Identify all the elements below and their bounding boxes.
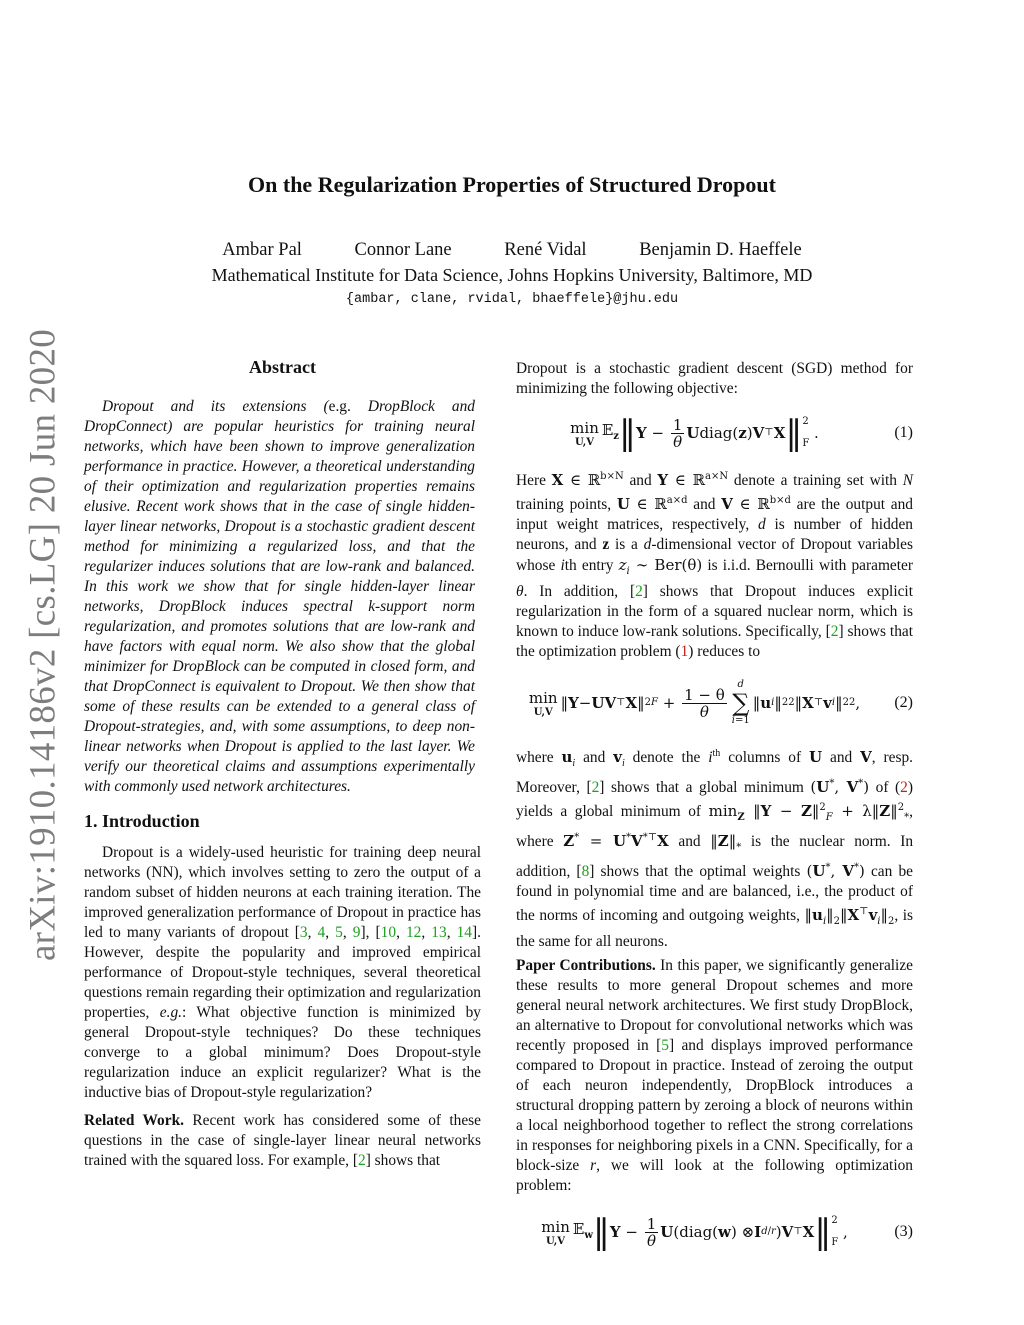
citation-link[interactable]: 5	[335, 924, 343, 941]
left-column	[84, 357, 481, 1171]
citation-link[interactable]: 8	[581, 863, 590, 881]
citation-link[interactable]: 2	[635, 583, 643, 600]
equation-number: (3)	[894, 1223, 913, 1241]
author-list	[0, 240, 1024, 261]
setup-paragraph: Here X ∈ ℝ$^{b\times N}$ and Y ∈ ℝ$^{a\times N}$ denote a training set with N training points, U ∈ ℝ$^{a\times d}$ and V ∈ ℝ$^{b\times d}$ are the output and input weight matrices, respectively, d is number of hidden neurons, and z is a d-dimensional vector of Dropout variables whose ith entry $z_i$ ∼ Ber(θ) is i.i.d. Bernoulli with parameter θ. In addition, [2] shows that Dropout induces explicit regularization in the form of a squared nuclear norm, which is known to induce low-rank solutions. Specifically, [2] shows that the optimization problem (1) reduces to	[516, 471, 913, 660]
arxiv-id: arXiv:1910.14186v2 [cs.LG] 20 Jun 2020	[22, 328, 64, 962]
abstract-text: Dropout and its extensions (e.g. DropBlock and DropConnect) are popular heuristics for training neural networks, which have been shown to improve generalization performance in practice. However, a theoretical understanding of their optimization and regularization properties remains elusive. Recent work shows that in the case of single hidden-layer linear networks, Dropout is a stochastic gradient descent method for minimizing a regularized loss, and that the regularizer induces solutions that are low-rank and balanced. In this work we show that for single hidden-layer linear networks, DropBlock induces spectral k-support norm regularization, and promotes solutions that are low-rank and have factors with equal norm. We also show that the global minimizer for DropBlock can be computed in closed form, and that DropConnect is equivalent to Dropout. We then show that some of these results can be extended to a general class of Dropout-strategies, and, with some assumptions, to deep non-linear networks when Dropout is applied to the last layer. We verify our theoretical claims and assumptions experimentally with commonly used network architectures.	[84, 398, 475, 795]
citation-link[interactable]: 14	[456, 924, 472, 941]
citation-link[interactable]: 4	[317, 924, 326, 941]
section-heading-introduction: 1. Introduction	[84, 811, 200, 831]
citation-link[interactable]: 13	[431, 924, 447, 941]
equation-ref-link[interactable]: 2	[900, 779, 908, 797]
equation-number: (1)	[894, 424, 913, 441]
paper-title: On the Regularization Properties of Structured Dropout	[248, 172, 776, 197]
citation-link[interactable]: 3	[299, 924, 308, 941]
arxiv-sidebar-stamp	[20, 328, 66, 962]
right-column	[516, 359, 913, 1268]
equation-2: min U,V ‖ Y − UV ⊤ X ‖ 2 F + $\frac{1 - \theta}{\theta}$ d ∑ i=1 ‖ u i ‖ 2 2 ‖ X ⊤ v i ‖ 2 2 , (2)	[528, 679, 913, 726]
abstract-heading: Abstract	[249, 357, 316, 377]
citation-link[interactable]: 12	[405, 924, 422, 941]
citation-link[interactable]: 10	[380, 924, 397, 941]
equation-ref-link[interactable]: 1	[680, 643, 689, 660]
intro-paragraph: Dropout is a widely-used heuristic for training deep neural networks (NN), which involves setting to zero the output of a random subset of hidden neurons at each training iteration. The improved generalization performance of Dropout in practice has led to many variants of dropout [3, 4, 5, 9], [10, 12, 13, 14]. However, despite the popularity and improved empirical performance of Dropout-style techniques, several theoretical questions remain regarding their optimization and regularization properties, e.g.: What objective function is minimized by general Dropout-style techniques? Do these techniques converge to a global minimum? Does Dropout-style regularization induce an explicit regularizer? What is the inductive bias of Dropout-style regularization?	[84, 844, 481, 1101]
global-minimum-paragraph: where $u_i$ and $v_i$ denote the $i^{th}$ columns of U and V, resp. Moreover, [2] shows that a global minimum (U*, V*) of (2) yields a global minimum of $\min_Z$ ‖Y − Z‖$^2_F$ + λ‖Z‖$^2_*$, where Z* = U*V*⊤X and $‖Z‖_*$ is the nuclear norm. In addition, [8] shows that the optimal weights (U*, V*) can be found in polynomial time and are balanced, i.e., the product of the norms of incoming and outgoing weights, $‖u_i‖_2‖X^⊤v_i‖_2$, is the same for all neurons.	[516, 748, 914, 951]
objective-intro: Dropout is a stochastic gradient descent (SGD) method for minimizing the following objective:	[516, 360, 913, 397]
author-4: Benjamin D. Haeffele	[639, 240, 802, 260]
citation-link[interactable]: 2	[357, 1152, 366, 1169]
paper-contributions-paragraph: Paper Contributions. In this paper, we significantly generalize these results to more general Dropout schemes and more general neural network architectures. We first study DropBlock, an alternative to Dropout for convolutional networks which was recently proposed in [5] and displays improved performance compared to Dropout in practice. Instead of zeroing the output of each neuron independently, DropBlock introduces a structural dropping pattern by zeroing a block of neurons within a local neighborhood together to reflect the strong correlations in responses for neighboring pixels in a CNN. Specifically, for a block-size r, we will look at the following optimization problem:	[516, 957, 913, 1195]
citation-link[interactable]: 2	[830, 623, 839, 640]
equation-1: min U,V 𝔼$_z$ ‖ Y − $\frac{1}{\theta}$ U diag( z ) V ⊤ X ‖ 2 F . (1)	[570, 413, 913, 453]
author-2: Connor Lane	[354, 240, 452, 260]
affiliation: Mathematical Institute for Data Science, Johns Hopkins University, Baltimore, MD	[211, 265, 813, 285]
related-work-paragraph: Related Work. Recent work has considered some of these questions in the case of single-layer linear neural networks trained with the squared loss. For example, [2] shows that	[84, 1112, 482, 1169]
author-emails: {ambar, clane, rvidal, bhaeffele}@jhu.edu	[345, 292, 679, 307]
citation-link[interactable]: 5	[661, 1037, 669, 1055]
equation-3: min U,V 𝔼$_w$ ‖ Y − $\frac{1}{\theta}$ U (diag( w ) ⊗ I d/r ) V ⊤ X ‖ 2 F , (3)	[541, 1212, 913, 1253]
author-3: René Vidal	[504, 240, 587, 260]
equation-number: (2)	[894, 694, 913, 711]
author-1: Ambar Pal	[222, 240, 302, 260]
citation-link[interactable]: 2	[591, 779, 600, 797]
citation-link[interactable]: 9	[352, 924, 361, 941]
